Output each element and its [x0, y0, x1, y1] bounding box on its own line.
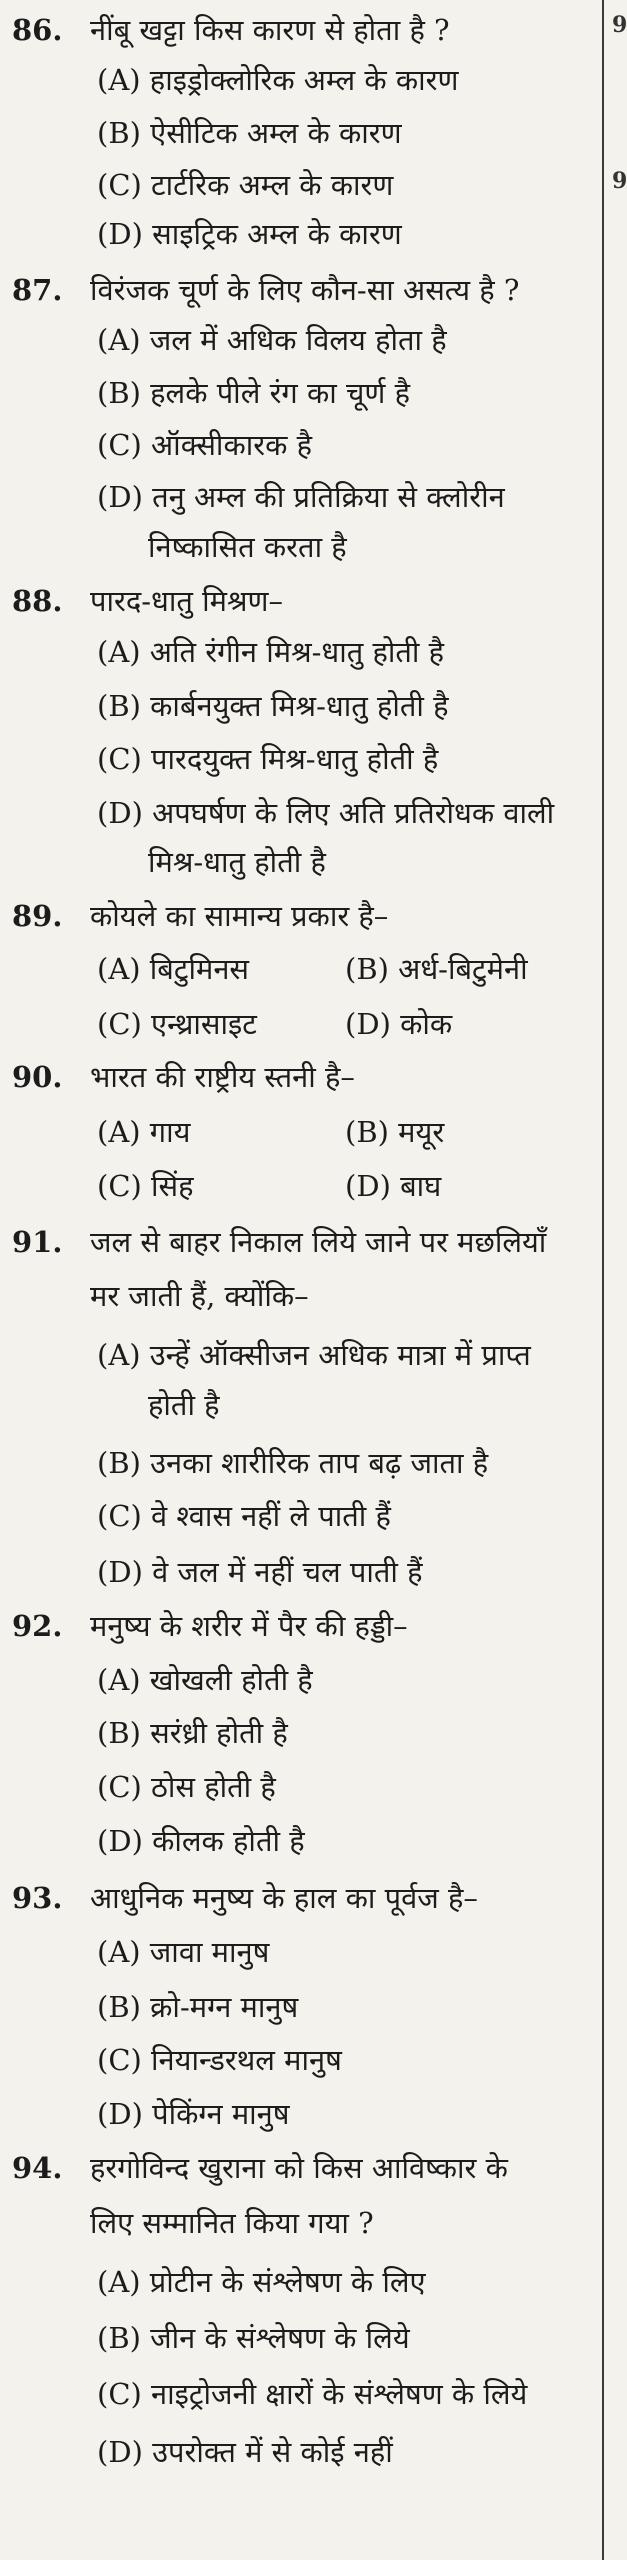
option-b: (B) कार्बनयुक्त मिश्र-धातु होती है — [97, 689, 449, 723]
option-b: (B) ऐसीटिक अम्ल के कारण — [97, 116, 402, 150]
option-b: (B) अर्ध-बिटुमेनी — [345, 952, 528, 986]
option-c: (C) टार्टरिक अम्ल के कारण — [97, 168, 394, 202]
option-d: (D) उपरोक्त में से कोई नहीं — [97, 2435, 393, 2469]
question-number: 90. — [12, 1060, 63, 1094]
option-d: (D) बाघ — [345, 1169, 442, 1203]
option-d: (D) कोक — [345, 1007, 453, 1041]
adjacent-column-fragment: 9 — [612, 168, 627, 194]
option-b: (B) मयूर — [345, 1115, 445, 1149]
option-d: (D) अपघर्षण के लिए अति प्रतिरोधक वाली — [97, 796, 555, 830]
option-a: (A) बिटुमिनस — [97, 952, 250, 986]
option-d: (D) कीलक होती है — [97, 1824, 305, 1858]
question-number: 86. — [12, 13, 63, 47]
option-b: (B) उनका शारीरिक ताप बढ़ जाता है — [97, 1446, 489, 1480]
option-b: (B) क्रो-मग्न मानुष — [97, 1990, 299, 2024]
option-a: (A) अति रंगीन मिश्र-धातु होती है — [97, 635, 445, 669]
question-text: विरंजक चूर्ण के लिए कौन-सा असत्य है ? — [90, 273, 520, 307]
option-d-continued: निष्कासित करता है — [148, 530, 347, 564]
question-number: 91. — [12, 1225, 63, 1259]
option-a: (A) हाइड्रोक्लोरिक अम्ल के कारण — [97, 63, 459, 97]
option-d: (D) पेकिंग्न मानुष — [97, 2097, 290, 2131]
question-text: मनुष्य के शरीर में पैर की हड्डी– — [90, 1609, 408, 1643]
option-c: (C) वे श्वास नहीं ले पाती हैं — [97, 1499, 391, 1533]
option-a: (A) उन्हें ऑक्सीजन अधिक मात्रा में प्राप्त — [97, 1338, 531, 1372]
option-a-continued: होती है — [148, 1388, 220, 1422]
option-a: (A) प्रोटीन के संश्लेषण के लिए — [97, 2265, 426, 2299]
question-text: नींबू खट्टा किस कारण से होता है ? — [90, 13, 450, 47]
question-number: 94. — [12, 2151, 63, 2185]
option-c: (C) एन्थ्रासाइट — [97, 1007, 257, 1041]
column-divider — [602, 0, 604, 2560]
question-number: 89. — [12, 899, 63, 933]
option-c: (C) नियान्डरथल मानुष — [97, 2043, 342, 2077]
question-text: भारत की राष्ट्रीय स्तनी है– — [90, 1060, 355, 1094]
option-b: (B) हलके पीले रंग का चूर्ण है — [97, 376, 410, 410]
question-number: 88. — [12, 584, 63, 618]
option-c: (C) सिंह — [97, 1169, 194, 1203]
option-d: (D) तनु अम्ल की प्रतिक्रिया से क्लोरीन — [97, 480, 505, 514]
option-a: (A) जावा मानुष — [97, 1935, 270, 1969]
question-text-continued: लिए सम्मानित किया गया ? — [90, 2206, 374, 2240]
option-b: (B) सरंध्री होती है — [97, 1716, 288, 1750]
question-number: 92. — [12, 1609, 63, 1643]
question-text-continued: मर जाती हैं, क्योंकि– — [90, 1279, 309, 1313]
question-text: आधुनिक मनुष्य के हाल का पूर्वज है– — [90, 1881, 478, 1915]
question-text: कोयले का सामान्य प्रकार है– — [90, 899, 389, 933]
option-a: (A) गाय — [97, 1115, 191, 1149]
option-d-continued: मिश्र-धातु होती है — [148, 845, 326, 879]
option-b: (B) जीन के संश्लेषण के लिये — [97, 2321, 410, 2355]
question-text: जल से बाहर निकाल लिये जाने पर मछलियाँ — [90, 1225, 547, 1259]
option-a: (A) जल में अधिक विलय होता है — [97, 323, 447, 357]
question-number: 87. — [12, 273, 63, 307]
option-c: (C) ठोस होती है — [97, 1770, 276, 1804]
adjacent-column-fragment: 9 — [612, 12, 627, 38]
question-text: हरगोविन्द खुराना को किस आविष्कार के — [90, 2151, 508, 2185]
question-number: 93. — [12, 1881, 63, 1915]
option-d: (D) वे जल में नहीं चल पाती हैं — [97, 1555, 423, 1589]
option-d: (D) साइट्रिक अम्ल के कारण — [97, 217, 402, 251]
option-c: (C) ऑक्सीकारक है — [97, 428, 312, 462]
option-a: (A) खोखली होती है — [97, 1663, 313, 1697]
option-c: (C) पारदयुक्त मिश्र-धातु होती है — [97, 742, 439, 776]
question-text: पारद-धातु मिश्रण– — [90, 584, 283, 618]
option-c: (C) नाइट्रोजनी क्षारों के संश्लेषण के लिये — [97, 2377, 528, 2411]
